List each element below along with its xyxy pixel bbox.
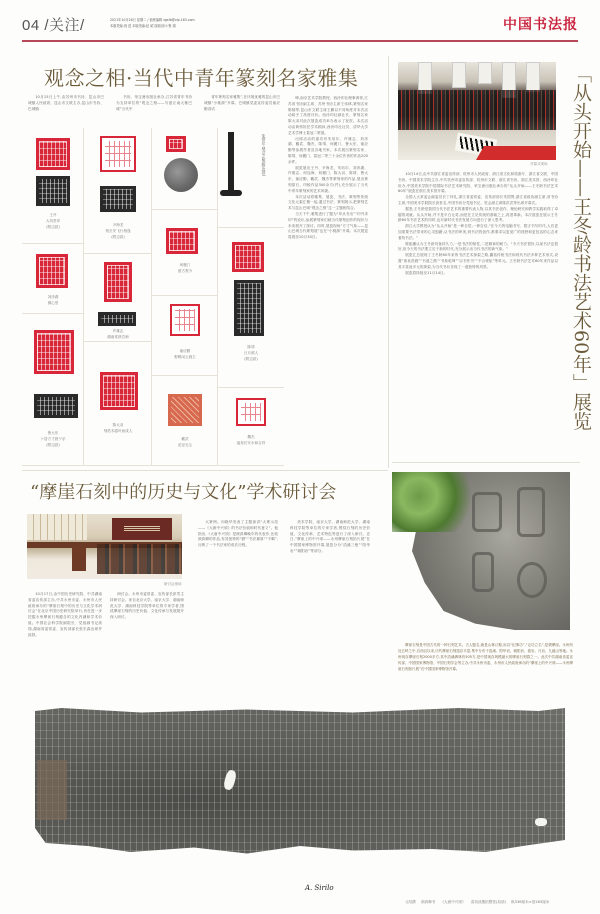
seal-cell: 童应勤 野鹤闲云阁主: [152, 296, 218, 376]
seal-cell: 王丹 大风堂印 (附边款): [22, 128, 84, 244]
black-seal-image: [98, 312, 136, 326]
seal-cell: 何麗门 借古观今: [152, 210, 218, 296]
seal-cell: 魏杰 福寿长安永和吉祥: [218, 388, 284, 466]
article3-col-2: 研讨会。永州市委常委、宣传部长彭雪主持研讨会。来自北京大学、南京大学、湖南师范大学、湖南科技学院等单位的专家学者,围绕摩崖石刻的历史价值、文化传承与发展展开深入研讨。: [110, 592, 184, 620]
cliff-photo-caption: 摩崖石刻是中国古代的一种石刻艺术。古人题名,就是山林丘壑,用以“纪事功”,“记功立名”,是谓摩崖。永州所处五岭之中,自西汉以来,历代摩崖石刻遗存丰富,集中分布于浯溪、阳华岩、朝阳岩、澹岩、月岩、九嶷山等地。永州现存摩崖石刻2000多方,其中浯溪碑林有505方,是中国现存规模最大的摩崖石刻群之一。此次中共湖南省委宣传部、中国国家博物馆、中国石刻学会等主办,中共永州市委、永州市人民政府承办的“摩崖上的中兴颂——永州摩崖石刻拓片展”在中国国家博物馆开幕。: [398, 643, 573, 671]
black-seal-image: [234, 280, 264, 336]
seal-cell: 鲁大东 卜居方寸晨夕乐 (附边款): [22, 314, 84, 466]
page-section-label: 04 /关注/: [22, 17, 85, 34]
newspaper-logo: 中国书法报: [503, 17, 578, 33]
seal-cell: [152, 128, 218, 210]
article2-body: 10月14日,由中共浙江省委宣传部、杭州市人民政府、浙江省文化和旅游厅、浙江省文联、中国书协、中国美术学院主办,中共杭州市委宣传部、杭州市文联、浙江省书协、浙江美术馆、西泠印社协办,中国美术学院中国国际书法艺术研究院、荣宝斋出版社承办的“从头开始——王冬龄书法艺术60年”展览在浙江美术馆开幕。 全国人大常委会副委员长丁仲礼,浙江省委常委、宣传部部长朱国贤,浙江省政协副主席,省书协主席,中国美术学院院长高世名,中国书协分党组书记、驻会副主席陈洪武等出席开幕式。 据悉,王冬龄是我国当代书法艺术的重要代表人物,以其书法创作、理论研究和教学实践取得了卓越的成就。从头开始,并不是平白无奇,而是在立足传统的基础之上,再度革新。本次展览在展示王冬龄60年书法艺术的同时,也对新时代书法发展方向进行了深入思考。 浙江大学教授认为“从头开始”是一种自觉,一种自信,“在今天的电脑书写、数字书写时代,人们更加需要书法带来的心灵慰藉,从书法的审美,到书法的创作,都要求以更宽广的视野和更包容的心态来看待书法。” 陈振濂认为王冬龄具备持久力,一是书法的韧性,二是精神的耐力。“今天书法很好,以前书法也很好,但今天的书法要立足于新的时代,充分展示出当代书法的新气象。” 展览汇总展现了王冬龄60年来的书法艺术探索之路,囊括传统书法和现代书法多种艺术形式,设置“寒泉洗砚”“书道之路”“书象乾坤”“以书作书”“不合规矩”等单元。王冬龄书法艺术60年来作品以其丰富而多元的探索,为当代书坛呈现了一道独特的风景。 展览将持续至11月14日。: [398, 172, 558, 275]
red-seal-image: [36, 138, 70, 170]
red-seal-image: [170, 304, 200, 336]
cliff-inscription-photo: [392, 472, 570, 640]
orange-seal-image: [168, 394, 202, 426]
stone-seal-image: [164, 158, 198, 192]
black-seal-image: [100, 186, 136, 212]
red-seal-image: [100, 136, 136, 172]
article1-intro-col-2: 书协、荣宝斋出版社承办,江苏省青年书协为支持单位的“观念之相——写意江南大雅巴城”当代中: [116, 95, 192, 111]
photo-credit: 开幕式现场: [530, 162, 548, 166]
red-seal-image: [166, 228, 198, 254]
section-name: 关注: [49, 17, 81, 34]
red-seal-image: [34, 330, 74, 374]
red-seal-image: [36, 254, 68, 288]
article1-intro-col-3: 青年篆刻名家雅集”,在环境优雅的昆山市巴城镇“小桃源”开幕。巴城镇党委宣传委员童应勤讲话: [204, 95, 280, 111]
article3-title: “摩崖石刻中的历史与文化”学术研讨会: [30, 482, 337, 503]
seal-side-image: [228, 132, 234, 192]
article3-col-1: 10月17日,由中国历史研究院、中共湖南省委宣传部主办,中共永州市委、永州市人民政府承办的“摩崖石刻中的历史与文化学术研讨会”在北京中国历史研究院举行,旨在进一步挖掘永州摩崖石刻蕴含的文化内涵和学术价值。中国社会科学院副院长、党组副书记高翔,湖南省委常委、宣传部部长张宏森出席并致辞。: [28, 592, 102, 637]
article1-body-column: 肆,南京艺术学院教授、西泠印社理事黄惇,江苏省书协副主席、苏州书协主席王伟林,篆刻名家陈郁等,昆山市文联主席王鹏以不同角度对本次活动给予了高度评价。西泠印社副社长、篆刻名家陈大羽对此次展览成功举办表示了祝贺。本次活动由黄惇担任学术顾问,西泠印社社员、清华大学艺术学博士葛冠二策展。 出席活动的嘉宾有朱培尔、许雄志、刘彦湖、戴武、魏杰、陈靖、何麗门、鲁大东、童应勤等参展作者及各地书家。本次展出篆刻名家、陈靖、何麗门、葛冠二等三十余位作者的作品200余件。 展览展出王丹、尹海龙、朱培尔、刘彦湖、许雄志、何连海、何麗门、陈大羽、陈靖、鲁大东、童应勤、戴武、魏杰等篆刻家的作品,展出篆刻原石、印蜕作品300余方(件),充分展示了当代中青年篆刻家的艺术风貌。 本次活动将雅集、展览、书法、篆刻等传统文化元素汇聚一起,通过书法、篆刻展示,把篆刻艺术与昆山巴城“观念之相”这一主题相结合。 当天下午,雅集进行了题为“印从书出”“印外求印”的论坛,参展篆刻家们就当代篆刻创作的现状与未来展开了探讨。同时,展览现场“方寸气象——昆山巴城当代篆刻展”也在“小桃源”开幕。本次展览将展至10月30日。: [288, 96, 368, 240]
section-divider: [392, 462, 580, 463]
article1-intro-col-1: 10月15日上午,由苏州市书协、昆山市巴城镇人民政府、昆山市文联主办,昆山市书协、巴城镇: [28, 95, 104, 111]
seal-gallery: [22, 128, 284, 466]
article2-title: 「从头开始——王冬龄书法艺术60年」展览: [570, 64, 592, 431]
page-meta: 2021年10月26日 星期二 / 值班编辑 zgsfb@vip.163.com 本版责编:倪 进 本版美编:赵 昭 版面设计:鲁 娟: [110, 18, 195, 28]
seal-cell: 许雄志 湖南常熟吾师: [84, 254, 152, 342]
red-seal-image: [166, 136, 186, 152]
article1-title: 观念之相·当代中青年篆刻名家雅集: [44, 66, 359, 90]
symposium-photo: [27, 514, 182, 579]
article3-col-4: 美术学院、南京大学、湖南师范大学、湖南科技学院等单位的专家学者,围绕石刻的历史价值、文化传承、艺术特色等进行了深入研讨。近日,“摩崖上的中兴颂——永州摩崖石刻拓片展”在中国国家博物馆开幕,展览分为“浯溪三绝”“阳华岩”“朝阳岩”等部分。: [290, 520, 370, 553]
masthead: [22, 12, 578, 42]
black-seal-image: [34, 394, 78, 418]
red-seal-image: [104, 262, 132, 302]
stele-rubbing-image: [35, 708, 565, 858]
rubbing-caption: 元结撰 颜真卿书 《大唐中兴颂》 清初淡墨拓整张(局部) 纵336厘米×宽283厘米: [405, 900, 550, 904]
black-seal-image: [36, 176, 70, 206]
seal-cell: 陈大羽 刻枯木腐叶而成人: [84, 342, 152, 466]
seal-cell: 刘彦湖 佛心堂: [22, 244, 84, 314]
seal-cell: 戴武 花径无尘: [152, 376, 218, 466]
column-divider: [388, 56, 389, 468]
red-seal-image: [100, 372, 138, 410]
seal-cell: 陈靖 日月照人 (附边款): [218, 228, 284, 388]
seal-cell: 朱培尔 观念之相(附边款): [218, 128, 284, 228]
red-seal-image: [232, 242, 264, 272]
photo-credit: 研讨会现场: [164, 582, 182, 586]
signature: A. Sirilo: [305, 884, 334, 892]
page-number: 04: [22, 17, 40, 34]
article3-col-3: 大篆例。向晓华发表了主题演讲“大篆示范——《大唐中兴颂》的书法价值和时代意义”。他指出,《大唐中兴颂》是颜真卿晚年的代表作,比较颜真卿的作品,有其独特的“磨”“书法雄厚”“不羁”,反映了一个书法家的成长历程。: [198, 520, 278, 548]
red-seal-image: [236, 398, 266, 426]
section-divider: [22, 470, 388, 471]
exhibition-opening-photo: [398, 62, 556, 160]
seal-cell: 尹海龙 刻长安飞行相逢 (附边款): [84, 128, 152, 254]
